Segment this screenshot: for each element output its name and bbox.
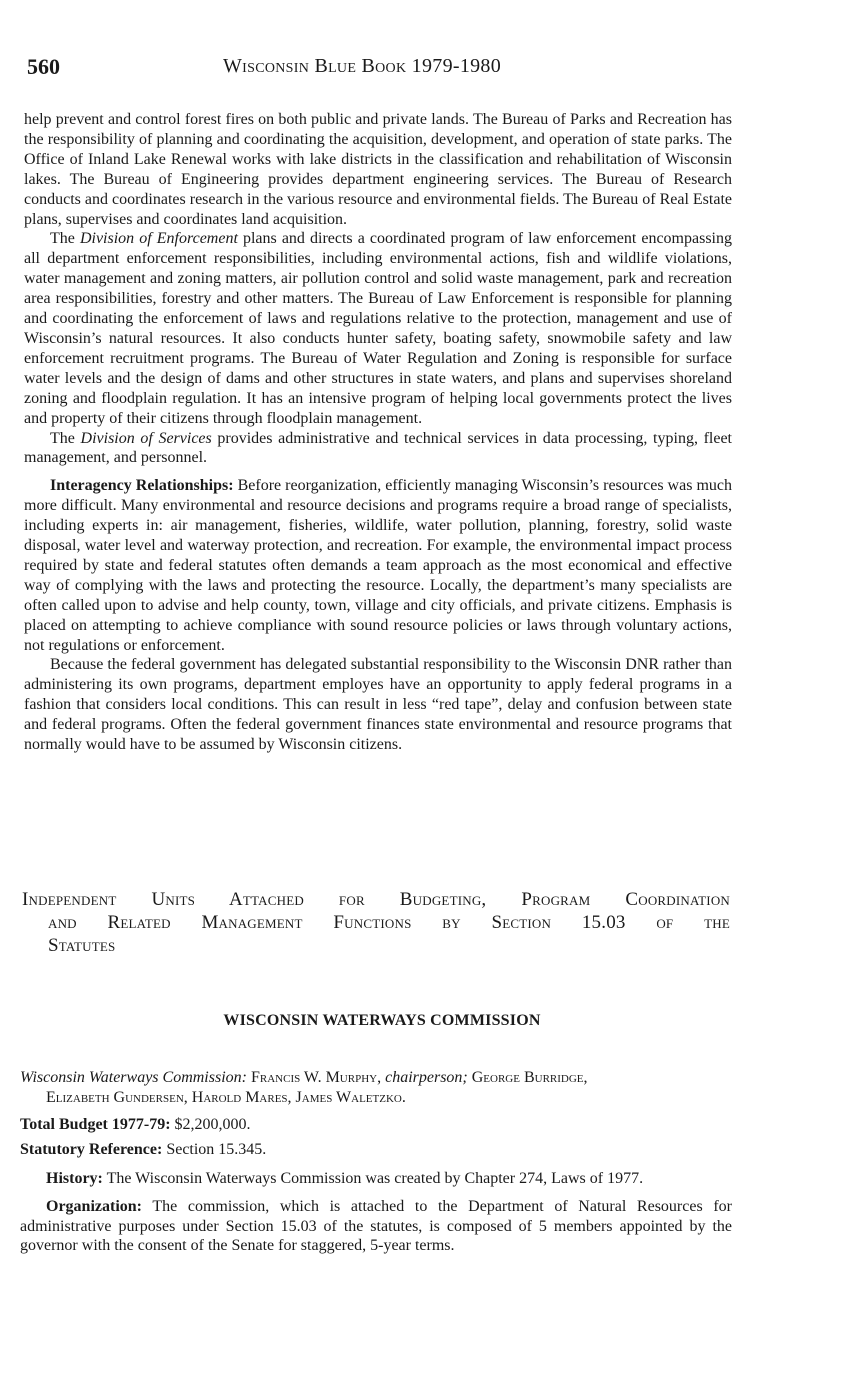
page-number: 560 [27,54,60,79]
paragraph-interagency: Interagency Relationships: Before reorganization, efficiently managing Wisconsin’s resources was much more difficult. Many environmental and resource decisions and programs require a broad range of specialists, including experts in: air management, fisheries, wildlife, water pollution, planning, forestry, solid waste disposal, water level and waterway protection, and recreation. For example, the environmental impact process required by state and federal statutes often demands a team approach as the most economical and effective way of complying with the laws and protecting the resource. Locally, the department’s many specialists are often called upon to advise and help county, town, village and city officials, and private citizens. Emphasis is placed on attempting to achieve compliance with sound resource policies or laws through voluntary actions, not regulations or enforcement. [24,477,732,654]
commission-title: WISCONSIN WATERWAYS COMMISSION [223,1012,541,1029]
section-heading-line-2: and Related Management Functions by Section 15.03 of the [48,912,730,933]
body-text [24,110,732,755]
paragraph-division-services: The Division of Services provides administrative and technical services in data processing, typing, fleet management, and personnel. [24,429,733,467]
paragraph-federal: Because the federal government has delegated substantial responsibility to the Wisconsin DNR rather than administering its own programs, department employes have an opportunity to apply federal programs in a fashion that considers local conditions. This can result in less “red tape”, delay and confusion between state and federal programs. Often the federal government finances state environmental and resource programs that normally would have to be assumed by Wisconsin citizens. [24,656,732,754]
total-budget: Total Budget 1977-79: $2,200,000. [20,1116,251,1133]
paragraph-bureaus: help prevent and control forest fires on both public and private lands. The Bureau of Parks and Recreation has the responsibility of planning and coordinating the acquisition, development, and operation of state parks. The Office of Inland Lake Renewal works with lake districts in the classification and rehabilitation of Wisconsin lakes. The Bureau of Engineering provides department engineering services. The Bureau of Research conducts and coordinates research in the various resource and environmental fields. The Bureau of Real Estate plans, supervises and coordinates land acquisition. [24,111,732,228]
members-line-2: Elizabeth Gundersen, Harold Mares, James Waletzko. [46,1089,406,1106]
division-enforcement-term: Division of Enforcement [79,230,238,248]
statutory-reference: Statutory Reference: Section 15.345. [20,1141,267,1158]
running-head: Wisconsin Blue Book 1979-1980 [223,55,502,77]
commission-members [20,1068,732,1108]
history: History: The Wisconsin Waterways Commission was created by Chapter 274, Laws of 1977. [46,1170,644,1187]
members-line-1: Wisconsin Waterways Commission: Francis W. Murphy, chairperson; George Burridge, [20,1069,588,1086]
section-heading [22,888,730,957]
page-header [27,54,737,88]
section-heading-line-3: Statutes [48,935,116,956]
section-heading-line-1: Independent Units Attached for Budgeting, Program Coordination [22,889,730,910]
division-services-term: Division of Services [80,429,212,447]
interagency-label: Interagency Relationships: [50,477,234,495]
paragraph-division-enforcement: The Division of Enforcement plans and directs a coordinated program of law enforcement encompassing all department enforcement responsibilities, including environmental actions, fish and wildlife violations, water management and zoning matters, air pollution control and solid waste management, park and recreation area responsibilities, forestry and other matters. The Bureau of Law Enforcement is responsible for planning and coordinating the enforcement of laws and regulations relative to the protection, management and use of Wisconsin’s natural resources. It also conducts hunter safety, boating safety, snowmobile safety and law enforcement recruitment programs. The Bureau of Water Regulation and Zoning is responsible for surface water levels and the design of dams and other structures in state waters, and plans and supervises shoreland zoning and floodplain regulation. It has an intensive program of helping local governments protect the lives and property of their citizens through floodplain management. [24,230,733,427]
organization: Organization: The commission, which is attached to the Department of Natural Resources for administrative purposes under Section 15.03 of the statutes, is composed of 5 members appointed by the governor with the consent of the Senate for staggered, 5-year terms. [20,1198,732,1254]
